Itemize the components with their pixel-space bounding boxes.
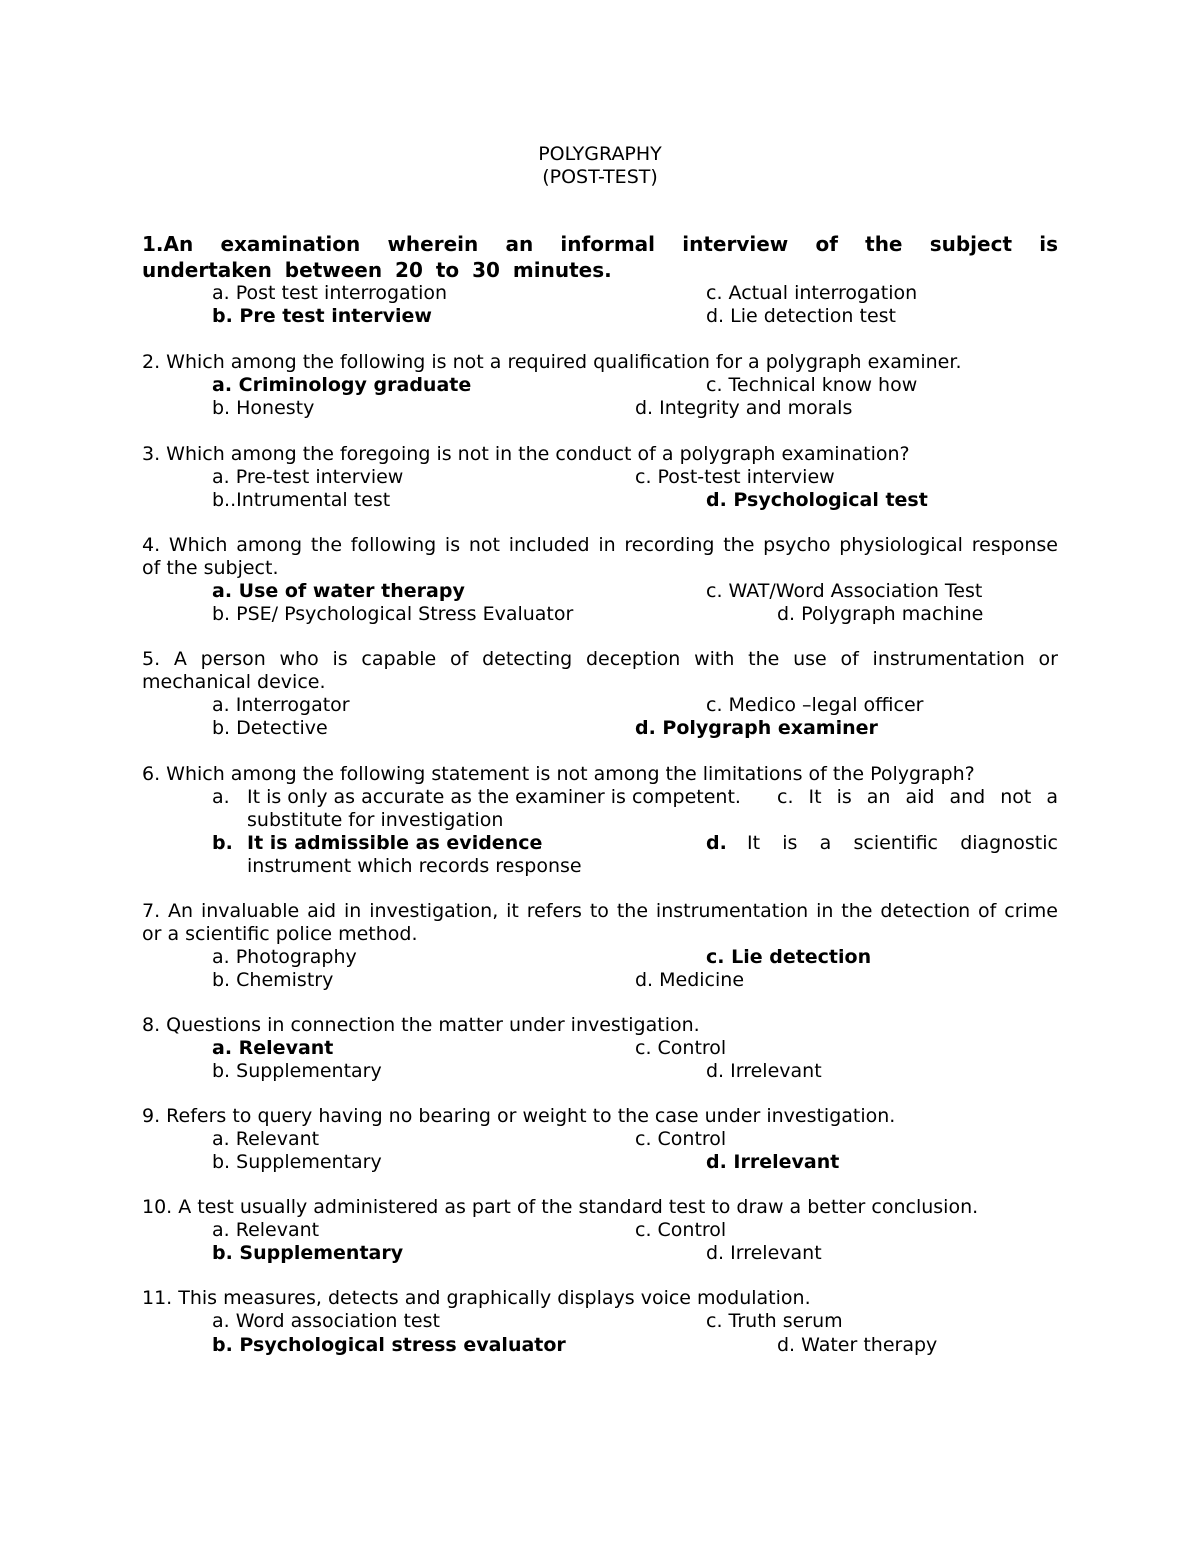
option-d: d. Irrelevant xyxy=(706,1060,822,1082)
option-a-answer: a. Criminology graduate xyxy=(212,374,472,396)
option-c: c. WAT/Word Association Test xyxy=(706,580,983,602)
option-c: c. Technical know how xyxy=(706,374,918,396)
question-text: 10. A test usually administered as part of the standard test to draw a better conclusion. xyxy=(142,1196,979,1218)
question-text: or a scientific police method. xyxy=(142,923,418,945)
option-d: d. Medicine xyxy=(635,969,745,991)
question-text: 2. Which among the following is not a required qualification for a polygraph examiner. xyxy=(142,351,962,373)
option-b: b..Intrumental test xyxy=(212,489,391,511)
question-text: 5. A person who is capable of detecting deception with the use of instrumentation or xyxy=(142,648,1058,670)
option-b-answer: b. Pre test interview xyxy=(212,305,432,327)
option-c-answer: c. Lie detection xyxy=(706,946,872,968)
question-text: 6. Which among the following statement is not among the limitations of the Polygraph? xyxy=(142,763,975,785)
option-c: c. Actual interrogation xyxy=(706,282,918,304)
option-d-answer: d. Irrelevant xyxy=(706,1151,840,1173)
question-text: 7. An invaluable aid in investigation, it refers to the instrumentation in the detection of crime xyxy=(142,900,1058,922)
option-marker-a: a. xyxy=(212,786,230,808)
option-d: d. Polygraph machine xyxy=(777,603,984,625)
option-c-continued: substitute for investigation xyxy=(247,809,504,831)
option-b: b. Chemistry xyxy=(212,969,334,991)
option-d-answer: d. Psychological test xyxy=(706,489,928,511)
option-c: c. Post-test interview xyxy=(635,466,835,488)
option-b: b. PSE/ Psychological Stress Evaluator xyxy=(212,603,574,625)
option-d-answer: d. Polygraph examiner xyxy=(635,717,878,739)
option-a: a. Post test interrogation xyxy=(212,282,448,304)
question-text: 8. Questions in connection the matter under investigation. xyxy=(142,1014,700,1036)
document-subtitle: (POST-TEST) xyxy=(542,166,658,188)
question-text: 3. Which among the foregoing is not in the conduct of a polygraph examination? xyxy=(142,443,910,465)
option-a: a. Photography xyxy=(212,946,357,968)
option-b-answer: b. Psychological stress evaluator xyxy=(212,1334,566,1356)
option-b: b. Supplementary xyxy=(212,1060,382,1082)
option-d: It is a scientific diagnostic xyxy=(747,832,1058,854)
option-d: d. Integrity and morals xyxy=(635,397,853,419)
option-d-continued: instrument which records response xyxy=(247,855,582,877)
option-b: b. Supplementary xyxy=(212,1151,382,1173)
option-d: d. Water therapy xyxy=(777,1334,938,1356)
option-d: d. Irrelevant xyxy=(706,1242,822,1264)
option-b: b. Detective xyxy=(212,717,328,739)
option-b: b. Honesty xyxy=(212,397,315,419)
option-a: It is only as accurate as the examiner is competent. xyxy=(247,786,741,808)
document-title: POLYGRAPHY xyxy=(538,143,662,165)
option-a: a. Interrogator xyxy=(212,694,350,716)
option-c: c. It is an aid and not a xyxy=(777,786,1058,808)
option-c: c. Medico –legal officer xyxy=(706,694,924,716)
option-a: a. Pre-test interview xyxy=(212,466,404,488)
option-b-answer: b. Supplementary xyxy=(212,1242,404,1264)
option-marker-b: b. xyxy=(212,832,233,854)
question-text: undertaken between 20 to 30 minutes. xyxy=(142,258,612,282)
option-c: c. Control xyxy=(635,1037,727,1059)
option-a: a. Relevant xyxy=(212,1128,320,1150)
option-a-answer: a. Relevant xyxy=(212,1037,334,1059)
option-a: a. Word association test xyxy=(212,1310,440,1332)
option-c: c. Truth serum xyxy=(706,1310,843,1332)
question-text: 4. Which among the following is not included in recording the psycho physiological response xyxy=(142,534,1058,556)
option-a-answer: a. Use of water therapy xyxy=(212,580,465,602)
question-text: of the subject. xyxy=(142,557,279,579)
option-d: d. Lie detection test xyxy=(706,305,896,327)
option-c: c. Control xyxy=(635,1128,727,1150)
option-marker-d: d. xyxy=(706,832,727,854)
option-a: a. Relevant xyxy=(212,1219,320,1241)
option-c: c. Control xyxy=(635,1219,727,1241)
option-b-answer: It is admissible as evidence xyxy=(247,832,543,854)
question-text: 11. This measures, detects and graphically displays voice modulation. xyxy=(142,1287,811,1309)
question-text: 1.An examination wherein an informal interview of the subject is xyxy=(142,232,1058,256)
question-text: mechanical device. xyxy=(142,671,326,693)
question-text: 9. Refers to query having no bearing or weight to the case under investigation. xyxy=(142,1105,896,1127)
